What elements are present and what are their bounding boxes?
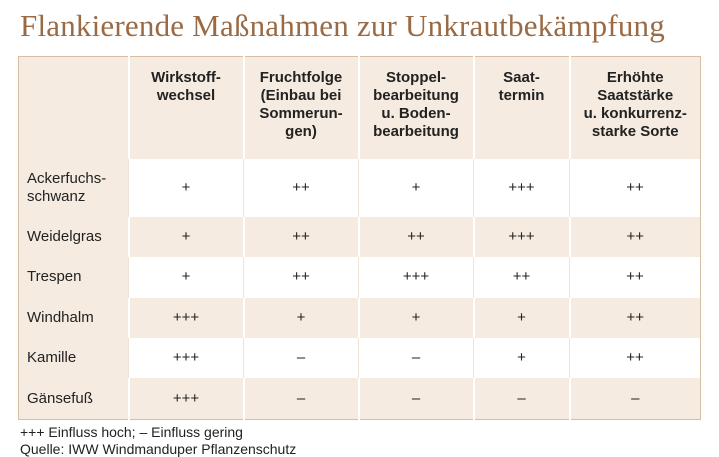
- page-title: Flankierende Maßnahmen zur Unkrautbekämpfung: [20, 8, 665, 43]
- table-cell: –: [474, 378, 570, 419]
- table-row: [19, 378, 701, 419]
- table-cell: –: [359, 378, 474, 419]
- table-cell: +: [129, 257, 244, 297]
- table-row: [19, 217, 701, 257]
- table-cell: –: [244, 338, 359, 378]
- table-cell: +: [359, 298, 474, 338]
- row-label: Trespen: [19, 257, 129, 297]
- table-row: [19, 338, 701, 378]
- column-header: Stoppel- bearbeitung u. Boden- bearbeitung: [359, 57, 474, 160]
- row-label: Windhalm: [19, 298, 129, 338]
- table-cell: +++: [129, 338, 244, 378]
- table-cell: +: [474, 338, 570, 378]
- table-cell: +: [129, 159, 244, 217]
- table-cell: +++: [359, 257, 474, 297]
- table-cell: ++: [244, 159, 359, 217]
- table-cell: +: [129, 217, 244, 257]
- table-cell: +: [244, 298, 359, 338]
- table-row: [19, 257, 701, 297]
- table-cell: ++: [570, 298, 701, 338]
- table-cell: +++: [129, 298, 244, 338]
- table-cell: +++: [474, 217, 570, 257]
- column-header: Saat- termin: [474, 57, 570, 160]
- source-note: Quelle: IWW Windmanduper Pflanzenschutz: [20, 441, 297, 457]
- table-header-row: [19, 57, 701, 160]
- table-cell: –: [570, 378, 701, 419]
- table-cell: –: [244, 378, 359, 419]
- header-corner: [19, 57, 129, 160]
- table-cell: ++: [474, 257, 570, 297]
- table-cell: ++: [359, 217, 474, 257]
- table-cell: ++: [570, 257, 701, 297]
- row-label: Kamille: [19, 338, 129, 378]
- legend-note: +++ Einfluss hoch; – Einfluss gering: [20, 424, 243, 440]
- table-cell: ++: [570, 159, 701, 217]
- table-cell: +++: [129, 378, 244, 419]
- table-cell: +: [359, 159, 474, 217]
- table-cell: ++: [570, 338, 701, 378]
- row-label: Weidelgras: [19, 217, 129, 257]
- row-label: Ackerfuchs- schwanz: [19, 159, 129, 217]
- column-header: Fruchtfolge (Einbau bei Sommerun- gen): [244, 57, 359, 160]
- row-label: Gänsefuß: [19, 378, 129, 419]
- table-cell: ++: [244, 257, 359, 297]
- table-cell: +++: [474, 159, 570, 217]
- table-cell: ++: [244, 217, 359, 257]
- table-cell: +: [474, 298, 570, 338]
- column-header: Erhöhte Saatstärke u. konkurrenz- starke Sorte: [570, 57, 701, 160]
- table-cell: ++: [570, 217, 701, 257]
- column-header: Wirkstoff- wechsel: [129, 57, 244, 160]
- table-cell: –: [359, 338, 474, 378]
- measures-table: [18, 56, 701, 420]
- table-row: [19, 159, 701, 217]
- table-row: [19, 298, 701, 338]
